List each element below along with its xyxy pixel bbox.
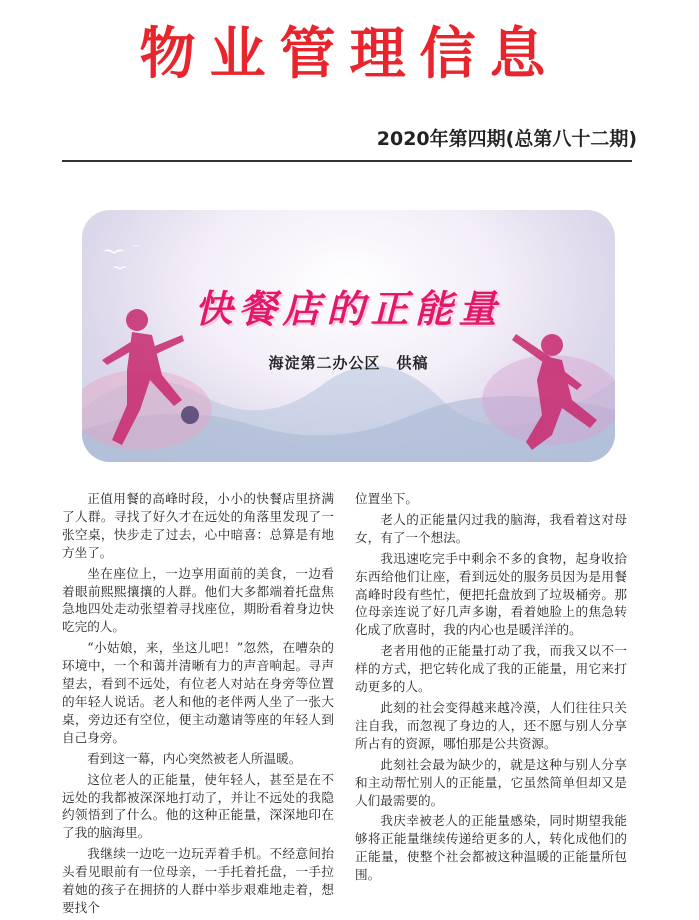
header-divider [62,160,632,162]
paragraph: 老者用他的正能量打动了我，而我又以不一样的方式，把它转化成了我的正能量，用它来打动更多的人。 [355,643,627,695]
article-column-right [355,490,627,887]
article-column-left [62,490,334,920]
paragraph: 看到这一幕，内心突然被老人所温暖。 [87,750,302,766]
paragraph: 我继续一边吃一边玩弄着手机。不经意间抬头看见眼前有一位母亲，一手托着托盘，一手拉着她的孩子在拥挤的人群中举步艰难地走着，想要找个 [62,846,334,915]
paragraph: 这位老人的正能量，使年轻人，甚至是在不远处的我都被深深地打动了，并让不远处的我隐约领悟到了什么。他的这种正能量，深深地印在了我的脑海里。 [62,771,334,841]
paragraph: 此刻的社会变得越来越冷漠，人们往往只关注自我，而忽视了身边的人，还不愿与别人分享所占有的资源，哪怕那是公共资源。 [355,699,627,751]
paragraph: 我迅速吃完手中剩余不多的食物，起身收拾东西给他们让座，看到远处的服务员因为是用餐高峰时段有些忙，便把托盘放到了垃圾桶旁。那位母亲连说了好几声多谢，看着她脸上的焦急转化成了欣喜时，我的内心也是暖洋洋的。 [355,550,627,638]
ball-icon [181,406,199,424]
paragraph: 坐在座位上，一边享用面前的美食，一边看着眼前熙熙攘攘的人群。他们大多都端着托盘焦急地四处走动张望着寻找座位，期盼看着身边快吃完的人。 [62,565,334,635]
paragraph: 此刻社会最为缺少的，就是这种与别人分享和主动帮忙别人的正能量，它虽然简单但却又是人们最需要的。 [355,756,627,808]
paragraph: “小姑娘，来，坐这儿吧！”忽然，在嘈杂的环境中，一个和蔼并清晰有力的声音响起。寻声望去，看到不远处，有位老人对站在身旁等位置的年轻人说话。老人和他的老伴两人坐了一张大桌，旁边还有空位，便主动邀请等座的年轻人到自己身旁。 [62,640,334,745]
paragraph: 老人的正能量闪过我的脑海，我看着这对母女，有了一个想法。 [355,511,627,545]
paragraph: 正值用餐的高峰时段，小小的快餐店里挤满了人群。寻找了好久才在远处的角落里发现了一张空桌，快步走了过去，心中暗喜：总算是有地方坐了。 [62,491,334,560]
article-banner [82,210,615,462]
paragraph-continued: 位置坐下。 [355,491,418,506]
masthead-title: 物业管理信息 [139,21,560,87]
issue-label: 2020年第四期(总第八十二期) [376,128,637,150]
birds-icon [102,245,142,271]
banner-author: 海淀第二办公区 供稿 [268,354,429,372]
banner-artwork [82,210,615,462]
paragraph: 我庆幸被老人的正能量感染，同时期望我能够将正能量继续传递给更多的人，转化成他们的正能量，使整个社会都被这种温暖的正能量所包围。 [355,813,627,883]
banner-title: 快餐店的正能量 [194,286,503,331]
